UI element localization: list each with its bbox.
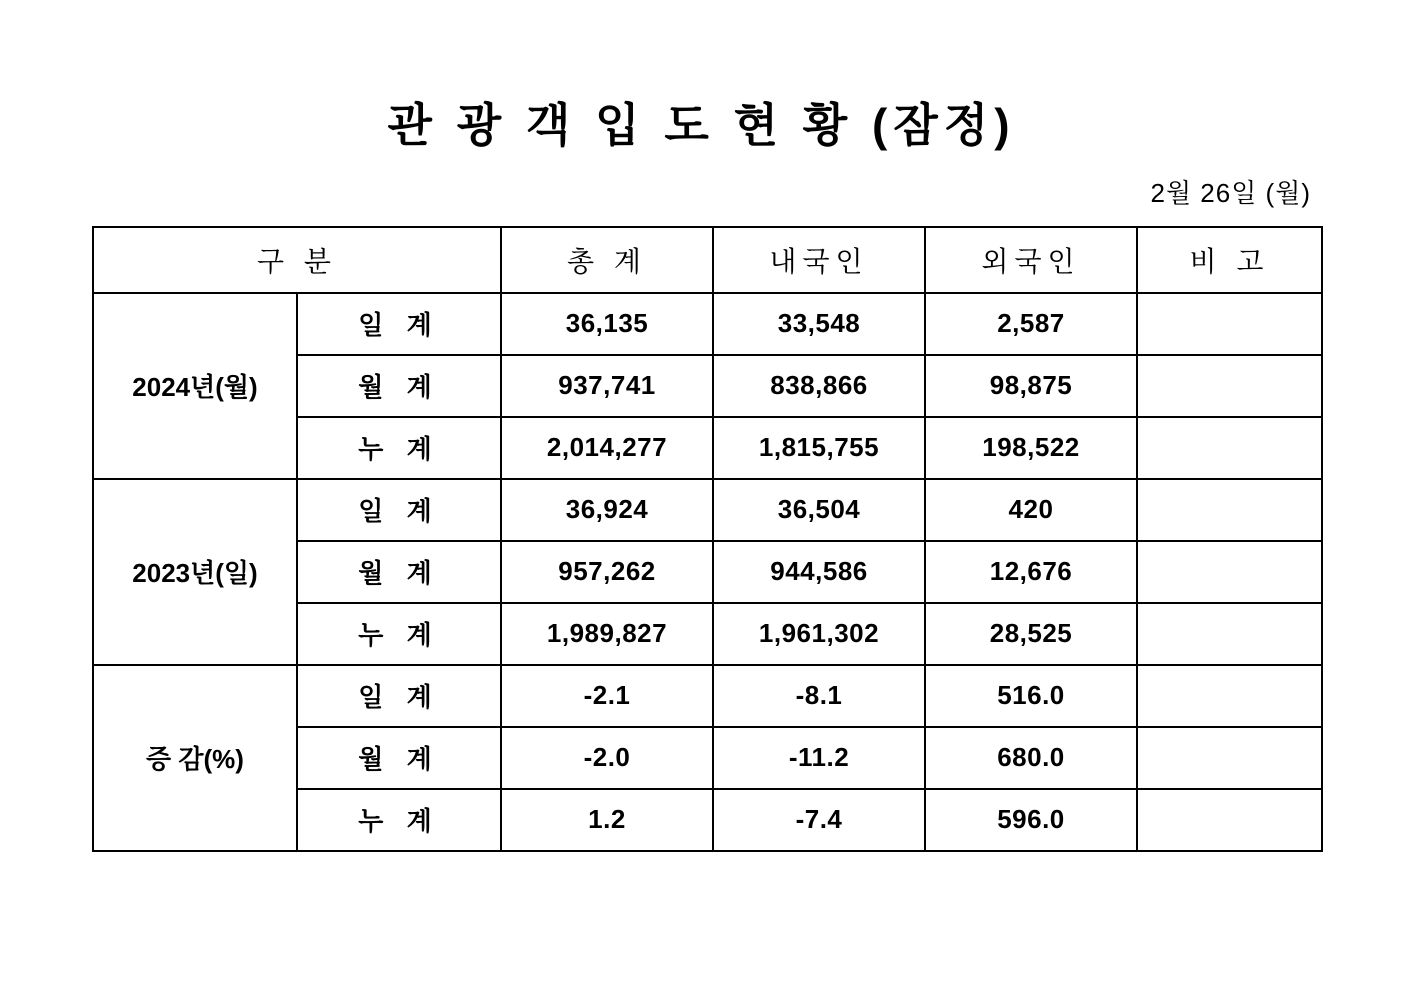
row-group-label-change: 증 감(%) xyxy=(93,665,297,851)
cell-domestic: 36,504 xyxy=(713,479,925,541)
cell-total: 937,741 xyxy=(501,355,713,417)
table-header xyxy=(93,227,1322,293)
cell-note xyxy=(1137,727,1322,789)
cell-note xyxy=(1137,293,1322,355)
row-sub-label: 월 계 xyxy=(297,355,501,417)
column-header-domestic: 내국인 xyxy=(713,227,925,293)
cell-foreign: 516.0 xyxy=(925,665,1137,727)
table-row xyxy=(93,293,1322,355)
cell-note xyxy=(1137,479,1322,541)
row-sub-label: 누 계 xyxy=(297,789,501,851)
table-row xyxy=(93,665,1322,727)
row-sub-label: 누 계 xyxy=(297,417,501,479)
report-date: 2월 26일 (월) xyxy=(1150,177,1311,208)
column-header-note: 비 고 xyxy=(1137,227,1322,293)
cell-note xyxy=(1137,417,1322,479)
row-group-label-2023: 2023년(일) xyxy=(93,479,297,665)
cell-total: 1.2 xyxy=(501,789,713,851)
cell-note xyxy=(1137,789,1322,851)
row-sub-label: 누 계 xyxy=(297,603,501,665)
cell-domestic: 1,815,755 xyxy=(713,417,925,479)
cell-total: 36,135 xyxy=(501,293,713,355)
column-header-gubun: 구 분 xyxy=(93,227,501,293)
row-sub-label: 일 계 xyxy=(297,293,501,355)
cell-note xyxy=(1137,665,1322,727)
cell-total: 2,014,277 xyxy=(501,417,713,479)
cell-domestic: 33,548 xyxy=(713,293,925,355)
cell-total: 957,262 xyxy=(501,541,713,603)
cell-foreign: 198,522 xyxy=(925,417,1137,479)
cell-note xyxy=(1137,603,1322,665)
cell-domestic: -11.2 xyxy=(713,727,925,789)
cell-foreign: 98,875 xyxy=(925,355,1137,417)
cell-foreign: 28,525 xyxy=(925,603,1137,665)
column-header-foreign: 외국인 xyxy=(925,227,1137,293)
cell-total: -2.0 xyxy=(501,727,713,789)
cell-domestic: -8.1 xyxy=(713,665,925,727)
tourist-arrivals-table xyxy=(92,226,1323,852)
table-header-row xyxy=(93,227,1322,293)
row-group-label-2024: 2024년(월) xyxy=(93,293,297,479)
row-sub-label: 일 계 xyxy=(297,665,501,727)
cell-foreign: 2,587 xyxy=(925,293,1137,355)
cell-domestic: 838,866 xyxy=(713,355,925,417)
cell-foreign: 420 xyxy=(925,479,1137,541)
page-title: 관 광 객 입 도 현 황 (잠정) xyxy=(387,99,1016,151)
cell-total: 1,989,827 xyxy=(501,603,713,665)
cell-total: 36,924 xyxy=(501,479,713,541)
cell-total: -2.1 xyxy=(501,665,713,727)
cell-note xyxy=(1137,541,1322,603)
column-header-total: 총 계 xyxy=(501,227,713,293)
cell-foreign: 680.0 xyxy=(925,727,1137,789)
table-container xyxy=(0,210,1403,852)
cell-note xyxy=(1137,355,1322,417)
row-sub-label: 월 계 xyxy=(297,727,501,789)
table-row xyxy=(93,479,1322,541)
cell-domestic: 1,961,302 xyxy=(713,603,925,665)
row-sub-label: 일 계 xyxy=(297,479,501,541)
row-sub-label: 월 계 xyxy=(297,541,501,603)
table-body xyxy=(93,293,1322,851)
cell-domestic: -7.4 xyxy=(713,789,925,851)
cell-domestic: 944,586 xyxy=(713,541,925,603)
cell-foreign: 596.0 xyxy=(925,789,1137,851)
cell-foreign: 12,676 xyxy=(925,541,1137,603)
